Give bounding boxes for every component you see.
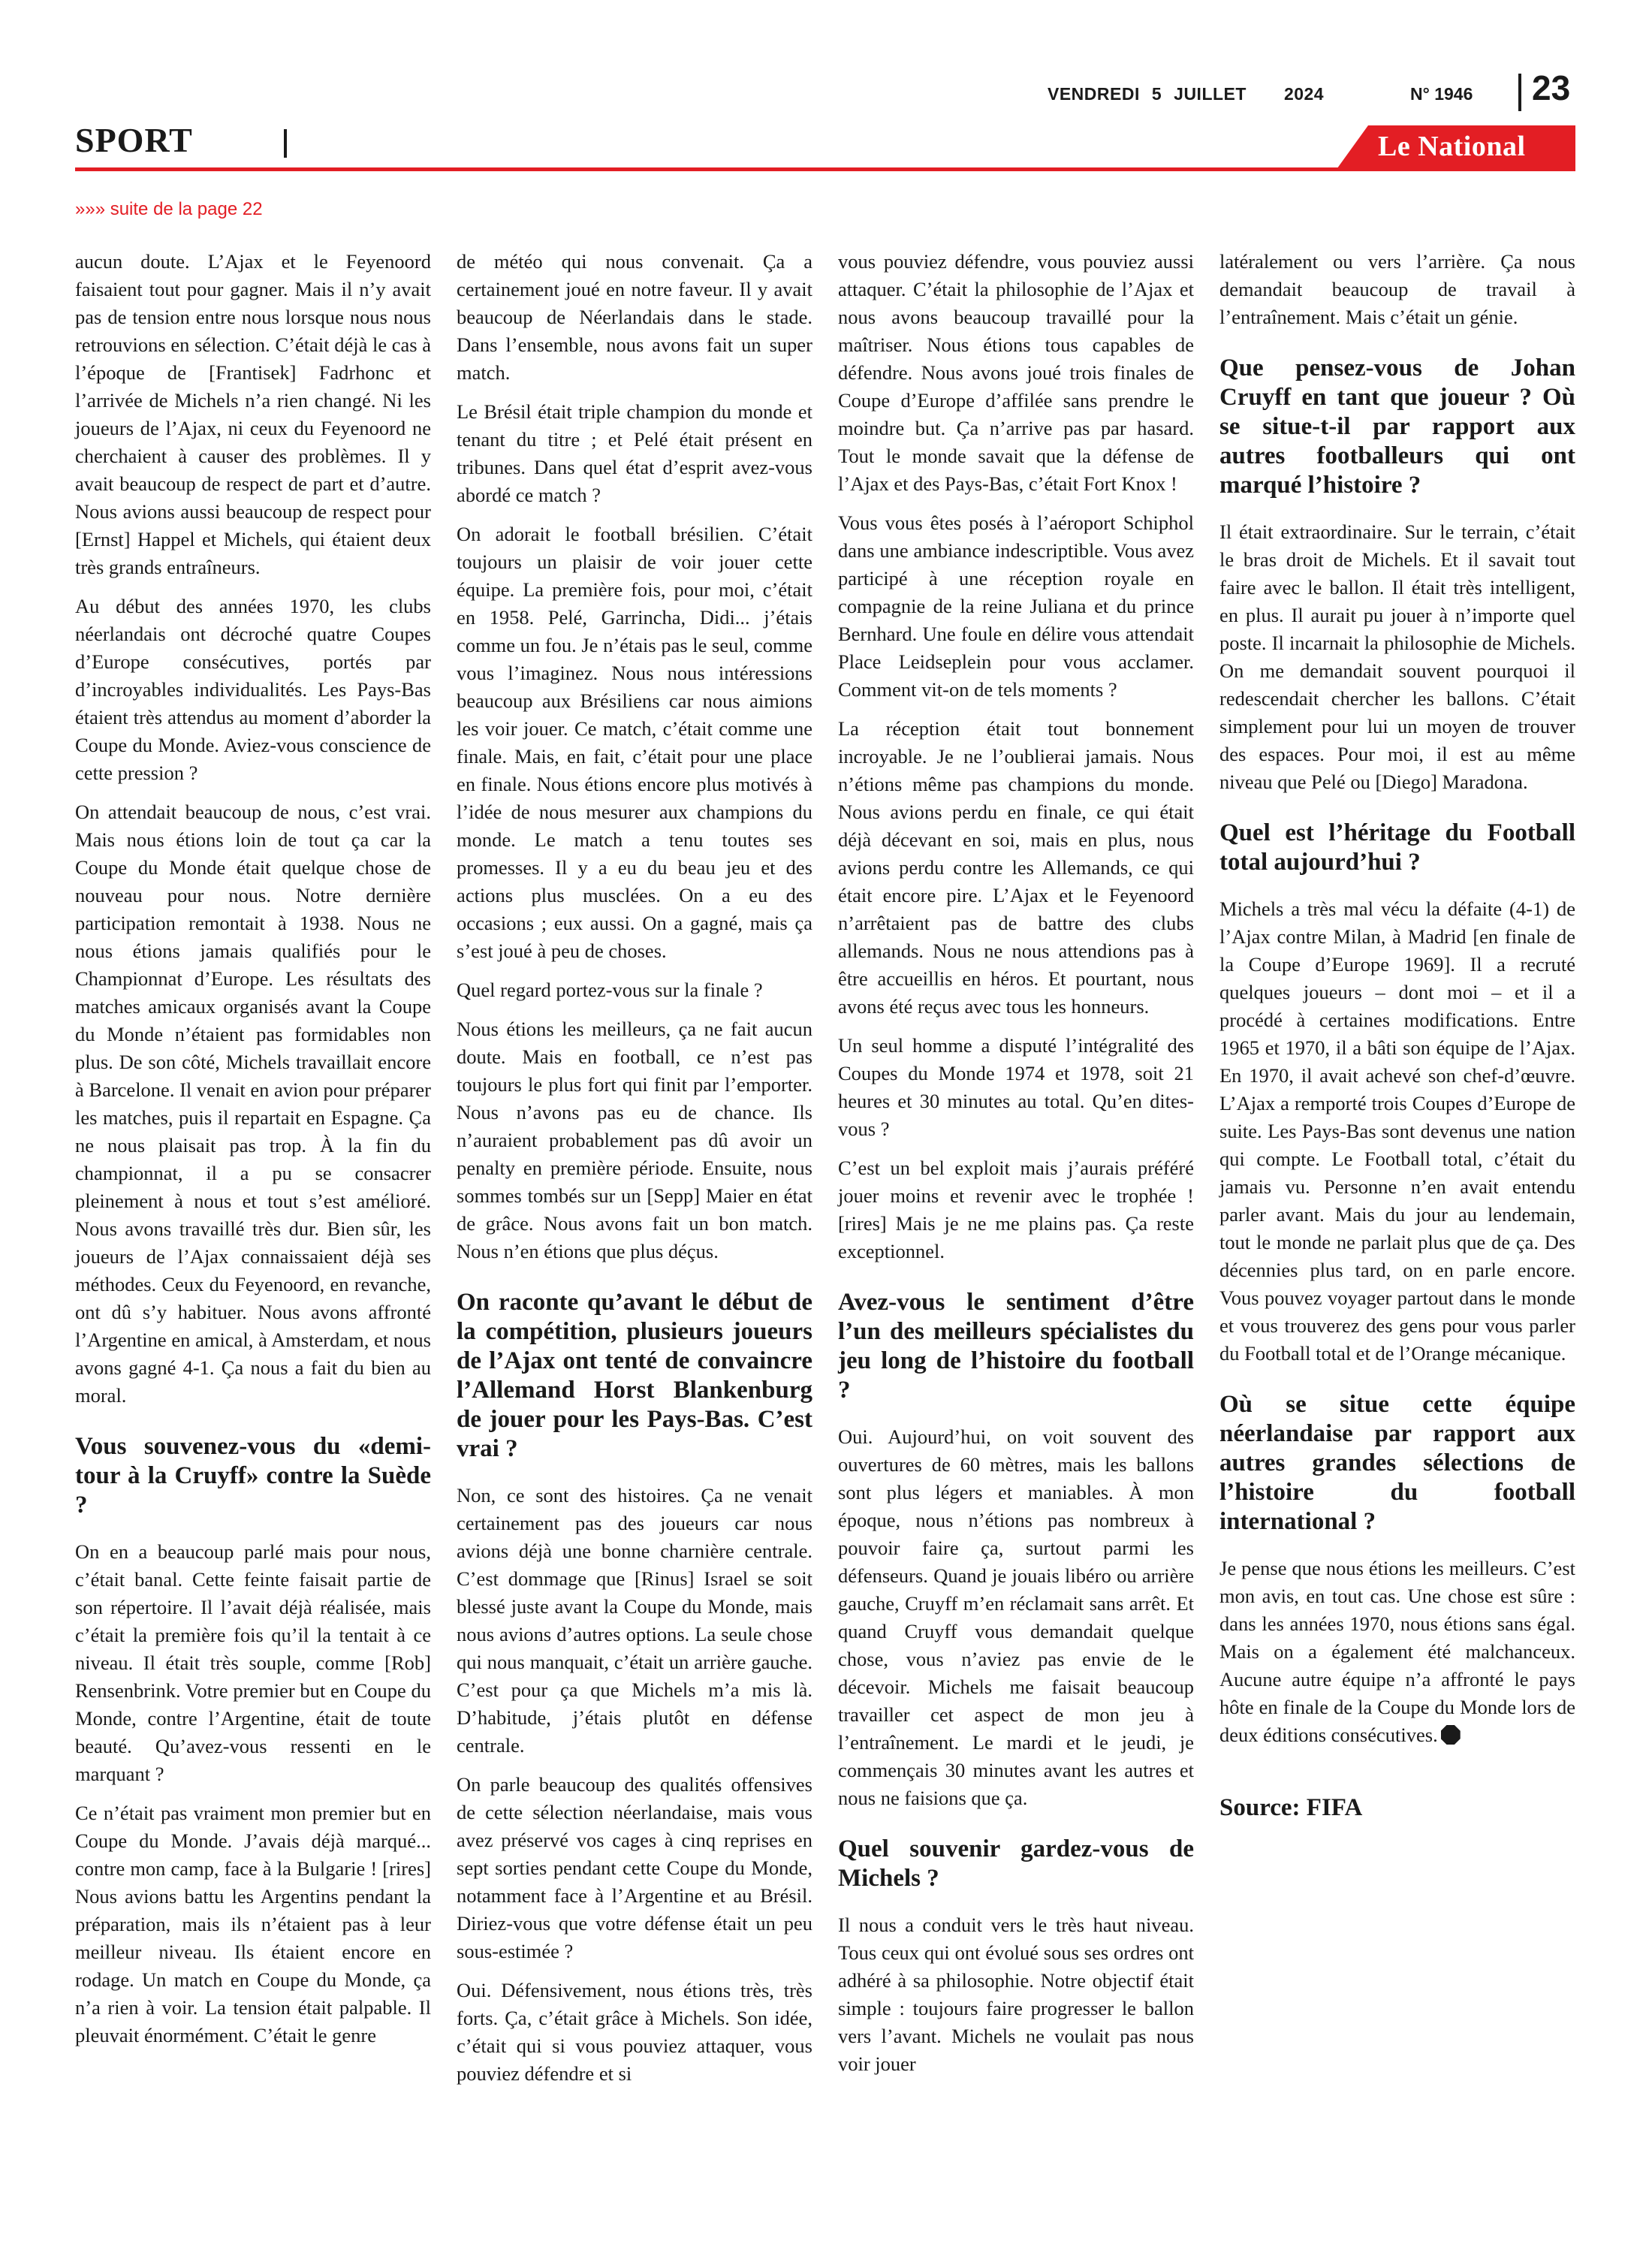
paragraph: On en a beaucoup parlé mais pour nous, c’était banal. Cette feinte faisait partie de son répertoire. Il l’avait déjà réalisée, mais c’était la première fois qu’il la tentait à ce niveau. Il était très souple, comme [Rob] Rensenbrink. Votre premier but en Coupe du Monde, contre l’Argentine, était de toute beauté. Qu’avez-vous ressenti en le marquant ? bbox=[75, 1540, 431, 1785]
paragraph: Michels a très mal vécu la défaite (4-1) de l’Ajax contre Milan, à Madrid [en finale de la Coupe d’Europe 1969]. Il a recruté quelques joueurs – dont moi – et il a procédé à certaines modifications. Entre 1965 et 1970, il a bâti son équipe de l’Ajax. En 1970, il avait achevé son chef-d’œuvre. L’Ajax a remporté trois Coupes d’Europe de suite. Les Pays-Bas sont devenus une nation qui compte. Le Football total, c’était du jamais vu. Personne n’en avait entendu parler avant. Mais du jour au lendemain, tout le monde ne parlait plus que de ça. Des décennies plus tard, on en parle encore. Vous pouvez voyager partout dans le monde et vous trouverez des gens pour vous parler du Football total et de l’Orange mécanique. bbox=[1219, 897, 1575, 1365]
paragraph: On attendait beaucoup de nous, c’est vrai. Mais nous étions loin de tout ça car la Coupe du Monde était quelque chose de nouveau pour nous. Notre dernière participation remontait à 1938. Nous ne nous étions jamais qualifiés pour le Championnat d’Europe. Les résultats des matches amicaux organisés avant la Coupe du Monde n’étaient pas formidables non plus. De son côté, Michels travaillait encore à Barcelone. Il venait en avion pour préparer les matches, puis il repartait en Espagne. Ça ne nous plaisait pas trop. À la fin du championnat, il a pu se consacrer pleinement à nous et tout s’est amélioré. Nous avons travaillé très dur. Bien sûr, les joueurs de l’Ajax connaissaient déjà ses méthodes. Ceux du Feyenoord, en revanche, ont dû s’y habituer. Nous avons affronté l’Argentine en amical, à Amsterdam, et nous avons gagné 4-1. Ça nous a fait du bien au moral. bbox=[75, 801, 431, 1407]
question-heading: Vous souvenez-vous du «demi-tour à la Cruyff» contre la Suède ? bbox=[75, 1433, 431, 1519]
section-title: SPORT bbox=[75, 121, 193, 159]
question-heading: Que pensez-vous de Johan Cruyff en tant que joueur ? Où se situe-t-il par rapport aux autres footballeurs qui ont marqué l’histoire ? bbox=[1219, 354, 1575, 499]
paragraph: Non, ce sont des histoires. Ça ne venait certainement pas des joueurs car nous avions déjà une bonne charnière centrale. C’est dommage que [Rinus] Israel se soit blessé juste avant la Coupe du Monde, mais nous avions d’autres options. La seule chose qui nous manquait, c’était un arrière gauche. C’est pour ça que Michels m’a mis là. D’habitude, j’étais plutôt en défense centrale. bbox=[457, 1484, 812, 1757]
year: 2024 bbox=[1283, 84, 1325, 104]
paragraph: de météo qui nous convenait. Ça a certainement joué en notre faveur. Il y avait beaucoup de Néerlandais dans le stade. Dans l’ensemble, nous avons fait un super match. bbox=[457, 250, 812, 384]
header-rule bbox=[75, 167, 1575, 171]
paragraph: Il était extraordinaire. Sur le terrain, c’était le bras droit de Michels. Et il savait tout faire avec le ballon. Il était très intelligent, en plus. Il aurait pu jouer à n’importe quel poste. Il incarnait la philosophie de Michels. On me demandait souvent pourquoi il redescendait chercher les ballons. C’était simplement pour lui un moyen de trouver des espaces. Pour moi, il est au même niveau que Pelé ou [Diego] Maradona. bbox=[1219, 520, 1575, 793]
paragraph: Nous étions les meilleurs, ça ne fait aucun doute. Mais en football, ce n’est pas toujours le plus fort qui finit par l’emporter. Nous n’avons pas eu de chance. Ils n’auraient probablement pas dû avoir un penalty en première période. Ensuite, nous sommes tombés sur un [Sepp] Maier en état de grâce. Nous avons fait un bon match. Nous n’en étions que plus déçus. bbox=[457, 1018, 812, 1262]
page-number: 23 bbox=[1532, 68, 1571, 107]
paragraph bbox=[1219, 1555, 1575, 1749]
source-credit: Source: FIFA bbox=[1219, 1794, 1363, 1821]
issue-number: N° 1946 bbox=[1410, 84, 1473, 104]
brand-banner-slant bbox=[1335, 125, 1368, 171]
paragraph: Oui. Aujourd’hui, on voit souvent des ouvertures de 60 mètres, mais les ballons sont plus légers et maniables. À mon époque, nous n’étions pas nombreux à pouvoir faire ça, surtout parmi les défenseurs. Quand je jouais libéro ou arrière gauche, Cruyff m’en réclamait sans arrêt. Et quand Cruyff vous demandait quelque chose, vous n’aviez pas envie de le décevoir. Michels me faisait beaucoup travailler cet aspect de mon jeu à l’entraînement. Le mardi et le jeudi, je commençais 30 minutes avant les autres et nous ne faisions que ça. bbox=[838, 1425, 1194, 1809]
section-divider bbox=[284, 129, 287, 158]
paragraph: On adorait le football brésilien. C’était toujours un plaisir de voir jouer cette équipe. La première fois, pour moi, c’était en 1958. Pelé, Garrincha, Didi... j’étais comme un fou. Je n’étais pas le seul, comme vous l’imaginez. Nous nous intéressions beaucoup aux Brésiliens car nous aimions les voir jouer. Ce match, c’était comme une finale. Mais, en fait, c’était pour une place en finale. Nous étions encore plus motivés à l’idée de nous mesurer aux champions du monde. Le match a tenu toutes ses promesses. Il y a eu du beau jeu et des actions plus musclées. On a eu des occasions ; eux aussi. On a gagné, mais ça s’est joué à peu de choses. bbox=[457, 523, 812, 962]
question-heading: Avez-vous le sentiment d’être l’un des meilleurs spécialistes du jeu long de l’histoire du football ? bbox=[838, 1289, 1194, 1404]
article-column-3 bbox=[838, 248, 1194, 2089]
month: JUILLET bbox=[1174, 84, 1247, 104]
article-column-4 bbox=[1219, 248, 1575, 1822]
continuation-note: »»» suite de la page 22 bbox=[75, 199, 263, 219]
paragraph: C’est un bel exploit mais j’aurais préféré jouer moins et revenir avec le trophée ! [rires] Mais je ne me plains pas. Ça reste exceptionnel. bbox=[838, 1157, 1194, 1262]
paragraph: Oui. Défensivement, nous étions très, très forts. Ça, c’était grâce à Michels. Son idée, c’était qui si vous pouviez attaquer, vous pouviez défendre et si bbox=[457, 1979, 812, 2085]
paragraph: La réception était tout bonnement incroyable. Je ne l’oublierai jamais. Nous n’étions même pas champions du monde. Nous avions perdu en finale, ce qui était déjà décevant en soi, mais en plus, nous avions perdu contre les Allemands, ce qui était encore pire. L’Ajax et le Feyenoord n’arrêtaient pas de battre des clubs allemands. Nous ne nous attendions pas à être accueillis en héros. Et pourtant, nous avons été reçus avec tous les honneurs. bbox=[838, 717, 1194, 1018]
paragraph: Au début des années 1970, les clubs néerlandais ont décroché quatre Coupes d’Europe consécutives, portés par d’incroyables individualités. Les Pays-Bas étaient très attendus au moment d’aborder la Coupe du Monde. Aviez-vous conscience de cette pression ? bbox=[75, 595, 431, 784]
day: 5 bbox=[1151, 84, 1162, 104]
paragraph: vous pouviez défendre, vous pouviez aussi attaquer. C’était la philosophie de l’Ajax et nous avons beaucoup travaillé pour la maîtriser. Nous étions tous capables de défendre. Nous avons joué trois finales de Coupe d’Europe d’affilée sans prendre le moindre but. Ça n’arrive pas par hasard. Tout le monde savait que la défense de l’Ajax et des Pays-Bas, c’était Fort Knox ! bbox=[838, 250, 1194, 495]
paragraph: Le Brésil était triple champion du monde et tenant du titre ; et Pelé était présent en tribunes. Dans quel état d’esprit avez-vous abordé ce match ? bbox=[457, 400, 812, 506]
weekday: VENDREDI bbox=[1048, 84, 1140, 104]
question-heading: On raconte qu’avant le début de la compétition, plusieurs joueurs de l’Ajax ont tenté de convaincre l’Allemand Horst Blankenburg de jouer pour les Pays-Bas. C’est vrai ? bbox=[457, 1289, 812, 1462]
paragraph: Un seul homme a disputé l’intégralité des Coupes du Monde 1974 et 1978, soit 21 heures et 30 minutes au total. Qu’en dites-vous ? bbox=[838, 1034, 1194, 1140]
question-heading: Quel est l’héritage du Football total aujourd’hui ? bbox=[1219, 819, 1575, 876]
article-column-1 bbox=[75, 248, 431, 2061]
paragraph: Ce n’était pas vraiment mon premier but en Coupe du Monde. J’avais déjà marqué... contre mon camp, face à la Bulgarie ! [rires] Nous avions battu les Argentins pendant la préparation, mais ils n’étaient pas à leur meilleur niveau. Ils étaient encore en rodage. Un match en Coupe du Monde, ça n’a rien à voir. La tension était palpable. Il pleuvait énormément. C’était le genre bbox=[75, 1802, 431, 2046]
paragraph: aucun doute. L’Ajax et le Feyenoord faisaient tout pour gagner. Mais il n’y avait pas de tension entre nous lorsque nous nous retrouvions en sélection. C’était déjà le cas à l’époque de [Frantisek] Fadrhonc et l’arrivée de Michels n’a rien changé. Ni les joueurs de l’Ajax, ni ceux du Feyenoord ne cherchaient à causer des problèmes. Il y avait beaucoup de respect de part et d’autre. Nous avions aussi beaucoup de respect pour [Ernst] Happel et Michels, qui étaient deux très grands entraîneurs. bbox=[75, 250, 431, 578]
paragraph: Quel regard portez-vous sur la finale ? bbox=[457, 979, 763, 1001]
paragraph: latéralement ou vers l’arrière. Ça nous demandait beaucoup de travail à l’entraînement. Mais c’était un génie. bbox=[1219, 250, 1575, 328]
question-heading: Quel souvenir gardez-vous de Michels ? bbox=[838, 1835, 1194, 1892]
article-column-2 bbox=[457, 248, 812, 2099]
paragraph: Il nous a conduit vers le très haut niveau. Tous ceux qui ont évolué sous ses ordres ont adhéré à sa philosophie. Notre objectif était simple : toujours faire progresser le ballon vers l’avant. Michels ne voulait pas nous voir jouer bbox=[838, 1914, 1194, 2075]
page-number-divider bbox=[1518, 74, 1521, 111]
paragraph: Vous vous êtes posés à l’aéroport Schiphol dans une ambiance indescriptible. Vous avez participé à une réception royale en compagnie de la reine Juliana et du prince Bernhard. Une foule en délire vous attendait Place Leidseplein pour vous acclamer. Comment vit-on de tels moments ? bbox=[838, 511, 1194, 701]
brand-name: Le National bbox=[1378, 131, 1526, 162]
date-line bbox=[1048, 84, 1324, 104]
paragraph: On parle beaucoup des qualités offensives de cette sélection néerlandaise, mais vous avez préservé vos cages à cinq reprises en sept sorties pendant cette Coupe du Monde, notamment face à l’Argentine et au Brésil. Diriez-vous que votre défense était un peu sous-estimée ? bbox=[457, 1773, 812, 1962]
final-paragraph-text: Je pense que nous étions les meilleurs. C’est mon avis, en tout cas. Une chose est sûre : dans les années 1970, nous étions sans égal. Mais on a également été malchanceux. Aucune autre équipe n’a affronté le pays hôte en finale de la Coupe du Monde lors de deux éditions consécutives. bbox=[1219, 1557, 1575, 1746]
question-heading: Où se situe cette équipe néerlandaise par rapport aux autres grandes sélections de l’histoire du football international ? bbox=[1219, 1391, 1575, 1535]
end-of-article-icon bbox=[1441, 1725, 1461, 1745]
